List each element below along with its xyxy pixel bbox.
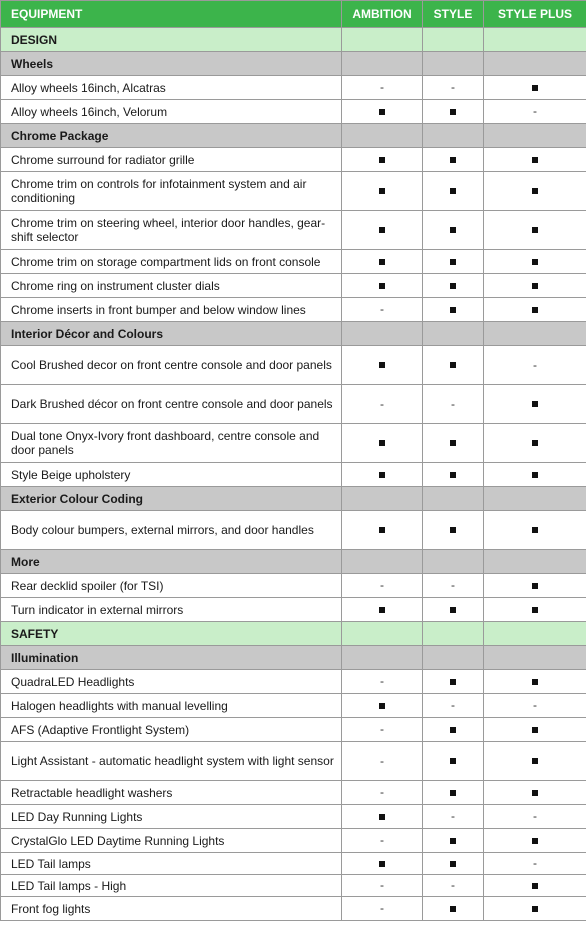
table-row bbox=[1, 385, 586, 424]
style-value bbox=[423, 148, 484, 172]
style-plus-value bbox=[484, 172, 586, 211]
included-square-icon bbox=[532, 527, 538, 533]
style-plus-value bbox=[484, 424, 586, 463]
group-row bbox=[1, 487, 586, 511]
included-square-icon bbox=[379, 362, 385, 368]
style-plus-value bbox=[484, 670, 586, 694]
included-square-icon bbox=[450, 157, 456, 163]
not-available-dash: - bbox=[380, 674, 384, 688]
table-row bbox=[1, 718, 586, 742]
included-square-icon bbox=[532, 906, 538, 912]
included-square-icon bbox=[450, 259, 456, 265]
included-square-icon bbox=[532, 758, 538, 764]
empty-cell bbox=[423, 646, 484, 670]
style-value bbox=[423, 897, 484, 921]
ambition-value bbox=[342, 598, 423, 622]
ambition-value bbox=[342, 274, 423, 298]
feature-label: Chrome trim on controls for infotainment system and air conditioning bbox=[1, 172, 342, 211]
not-available-dash: - bbox=[380, 302, 384, 316]
ambition-value bbox=[342, 742, 423, 781]
style-plus-value bbox=[484, 875, 586, 897]
feature-label: Chrome ring on instrument cluster dials bbox=[1, 274, 342, 298]
empty-cell bbox=[423, 550, 484, 574]
included-square-icon bbox=[450, 440, 456, 446]
not-available-dash: - bbox=[380, 396, 384, 411]
feature-label: LED Tail lamps - High bbox=[1, 875, 342, 897]
not-available-dash: - bbox=[380, 833, 384, 847]
ambition-value bbox=[342, 853, 423, 875]
not-available-dash: - bbox=[533, 104, 537, 118]
not-available-dash: - bbox=[380, 785, 384, 799]
empty-cell bbox=[342, 646, 423, 670]
empty-cell bbox=[484, 646, 586, 670]
feature-label: Retractable headlight washers bbox=[1, 781, 342, 805]
style-value bbox=[423, 805, 484, 829]
included-square-icon bbox=[532, 157, 538, 163]
included-square-icon bbox=[532, 85, 538, 91]
ambition-value bbox=[342, 694, 423, 718]
feature-label: Chrome inserts in front bumper and below window lines bbox=[1, 298, 342, 322]
style-plus-value bbox=[484, 250, 586, 274]
included-square-icon bbox=[532, 440, 538, 446]
included-square-icon bbox=[532, 283, 538, 289]
included-square-icon bbox=[450, 109, 456, 115]
not-available-dash: - bbox=[451, 878, 455, 892]
style-plus-value bbox=[484, 897, 586, 921]
style-plus-value bbox=[484, 346, 586, 385]
table-row bbox=[1, 424, 586, 463]
table-row bbox=[1, 781, 586, 805]
table-row bbox=[1, 829, 586, 853]
included-square-icon bbox=[532, 790, 538, 796]
included-square-icon bbox=[532, 679, 538, 685]
included-square-icon bbox=[379, 472, 385, 478]
ambition-value bbox=[342, 574, 423, 598]
feature-label: Turn indicator in external mirrors bbox=[1, 598, 342, 622]
ambition-value bbox=[342, 346, 423, 385]
style-value bbox=[423, 385, 484, 424]
style-value bbox=[423, 424, 484, 463]
ambition-value bbox=[342, 250, 423, 274]
feature-label: Front fog lights bbox=[1, 897, 342, 921]
included-square-icon bbox=[532, 727, 538, 733]
style-plus-value bbox=[484, 694, 586, 718]
style-value bbox=[423, 100, 484, 124]
style-value bbox=[423, 76, 484, 100]
empty-cell bbox=[423, 28, 484, 52]
included-square-icon bbox=[450, 227, 456, 233]
style-plus-value bbox=[484, 853, 586, 875]
style-value bbox=[423, 694, 484, 718]
included-square-icon bbox=[450, 362, 456, 368]
style-value bbox=[423, 250, 484, 274]
table-row bbox=[1, 805, 586, 829]
style-plus-value bbox=[484, 274, 586, 298]
group-label: Wheels bbox=[1, 52, 342, 76]
feature-label: Body colour bumpers, external mirrors, and door handles bbox=[1, 511, 342, 550]
empty-cell bbox=[484, 322, 586, 346]
ambition-value bbox=[342, 829, 423, 853]
empty-cell bbox=[342, 28, 423, 52]
not-available-dash: - bbox=[380, 901, 384, 915]
included-square-icon bbox=[532, 607, 538, 613]
table-row bbox=[1, 346, 586, 385]
empty-cell bbox=[423, 487, 484, 511]
style-plus-value bbox=[484, 829, 586, 853]
included-square-icon bbox=[450, 790, 456, 796]
not-available-dash: - bbox=[533, 357, 537, 372]
feature-label: Chrome trim on storage compartment lids on front console bbox=[1, 250, 342, 274]
not-available-dash: - bbox=[451, 698, 455, 712]
not-available-dash: - bbox=[380, 722, 384, 736]
style-plus-value bbox=[484, 742, 586, 781]
style-plus-value bbox=[484, 781, 586, 805]
feature-label: CrystalGlo LED Daytime Running Lights bbox=[1, 829, 342, 853]
not-available-dash: - bbox=[533, 856, 537, 870]
style-value bbox=[423, 718, 484, 742]
ambition-value bbox=[342, 511, 423, 550]
table-row bbox=[1, 511, 586, 550]
section-label: DESIGN bbox=[1, 28, 342, 52]
included-square-icon bbox=[450, 307, 456, 313]
table-row bbox=[1, 875, 586, 897]
style-value bbox=[423, 298, 484, 322]
included-square-icon bbox=[379, 227, 385, 233]
ambition-value bbox=[342, 805, 423, 829]
style-plus-value bbox=[484, 385, 586, 424]
included-square-icon bbox=[379, 703, 385, 709]
ambition-value bbox=[342, 670, 423, 694]
empty-cell bbox=[484, 487, 586, 511]
section-row bbox=[1, 622, 586, 646]
group-row bbox=[1, 322, 586, 346]
group-row bbox=[1, 52, 586, 76]
table-body bbox=[1, 28, 586, 921]
style-value bbox=[423, 172, 484, 211]
ambition-value bbox=[342, 424, 423, 463]
table-row bbox=[1, 574, 586, 598]
feature-label: Dark Brushed décor on front centre console and door panels bbox=[1, 385, 342, 424]
included-square-icon bbox=[532, 259, 538, 265]
included-square-icon bbox=[450, 472, 456, 478]
included-square-icon bbox=[532, 583, 538, 589]
ambition-value bbox=[342, 897, 423, 921]
style-plus-value bbox=[484, 574, 586, 598]
style-value bbox=[423, 742, 484, 781]
section-label: SAFETY bbox=[1, 622, 342, 646]
style-plus-value bbox=[484, 805, 586, 829]
not-available-dash: - bbox=[451, 578, 455, 592]
header-style-plus: STYLE PLUS bbox=[484, 1, 586, 28]
empty-cell bbox=[342, 622, 423, 646]
ambition-value bbox=[342, 100, 423, 124]
style-plus-value bbox=[484, 76, 586, 100]
not-available-dash: - bbox=[451, 396, 455, 411]
table-row bbox=[1, 76, 586, 100]
not-available-dash: - bbox=[533, 809, 537, 823]
not-available-dash: - bbox=[380, 878, 384, 892]
feature-label: Alloy wheels 16inch, Alcatras bbox=[1, 76, 342, 100]
empty-cell bbox=[484, 52, 586, 76]
feature-label: Rear decklid spoiler (for TSI) bbox=[1, 574, 342, 598]
included-square-icon bbox=[532, 472, 538, 478]
ambition-value bbox=[342, 718, 423, 742]
included-square-icon bbox=[379, 440, 385, 446]
included-square-icon bbox=[450, 188, 456, 194]
style-value bbox=[423, 511, 484, 550]
style-plus-value bbox=[484, 298, 586, 322]
ambition-value bbox=[342, 172, 423, 211]
included-square-icon bbox=[532, 401, 538, 407]
empty-cell bbox=[342, 124, 423, 148]
empty-cell bbox=[423, 322, 484, 346]
empty-cell bbox=[342, 487, 423, 511]
empty-cell bbox=[484, 622, 586, 646]
group-row bbox=[1, 124, 586, 148]
feature-label: QuadraLED Headlights bbox=[1, 670, 342, 694]
style-value bbox=[423, 781, 484, 805]
table-row bbox=[1, 211, 586, 250]
table-row bbox=[1, 598, 586, 622]
style-value bbox=[423, 598, 484, 622]
included-square-icon bbox=[450, 679, 456, 685]
included-square-icon bbox=[379, 157, 385, 163]
feature-label: Cool Brushed decor on front centre console and door panels bbox=[1, 346, 342, 385]
not-available-dash: - bbox=[380, 753, 384, 768]
header-ambition: AMBITION bbox=[342, 1, 423, 28]
style-value bbox=[423, 853, 484, 875]
included-square-icon bbox=[450, 607, 456, 613]
header-style: STYLE bbox=[423, 1, 484, 28]
not-available-dash: - bbox=[451, 80, 455, 94]
included-square-icon bbox=[379, 283, 385, 289]
empty-cell bbox=[423, 52, 484, 76]
group-row bbox=[1, 646, 586, 670]
included-square-icon bbox=[379, 527, 385, 533]
table-row bbox=[1, 172, 586, 211]
table-row bbox=[1, 694, 586, 718]
included-square-icon bbox=[379, 814, 385, 820]
style-value bbox=[423, 574, 484, 598]
feature-label: Halogen headlights with manual levelling bbox=[1, 694, 342, 718]
ambition-value bbox=[342, 875, 423, 897]
feature-label: LED Tail lamps bbox=[1, 853, 342, 875]
empty-cell bbox=[484, 28, 586, 52]
table-row bbox=[1, 463, 586, 487]
table-row bbox=[1, 897, 586, 921]
empty-cell bbox=[423, 124, 484, 148]
ambition-value bbox=[342, 211, 423, 250]
included-square-icon bbox=[532, 883, 538, 889]
section-row bbox=[1, 28, 586, 52]
ambition-value bbox=[342, 463, 423, 487]
style-value bbox=[423, 274, 484, 298]
empty-cell bbox=[423, 622, 484, 646]
style-plus-value bbox=[484, 463, 586, 487]
style-plus-value bbox=[484, 598, 586, 622]
group-label: Interior Décor and Colours bbox=[1, 322, 342, 346]
group-row bbox=[1, 550, 586, 574]
table-row bbox=[1, 100, 586, 124]
group-label: Illumination bbox=[1, 646, 342, 670]
style-plus-value bbox=[484, 148, 586, 172]
empty-cell bbox=[484, 124, 586, 148]
table-row bbox=[1, 274, 586, 298]
empty-cell bbox=[484, 550, 586, 574]
feature-label: Chrome surround for radiator grille bbox=[1, 148, 342, 172]
feature-label: Chrome trim on steering wheel, interior door handles, gear-shift selector bbox=[1, 211, 342, 250]
style-value bbox=[423, 211, 484, 250]
empty-cell bbox=[342, 322, 423, 346]
included-square-icon bbox=[450, 758, 456, 764]
feature-label: Style Beige upholstery bbox=[1, 463, 342, 487]
not-available-dash: - bbox=[451, 809, 455, 823]
ambition-value bbox=[342, 298, 423, 322]
table-row bbox=[1, 742, 586, 781]
style-plus-value bbox=[484, 100, 586, 124]
style-value bbox=[423, 346, 484, 385]
included-square-icon bbox=[379, 188, 385, 194]
feature-label: AFS (Adaptive Frontlight System) bbox=[1, 718, 342, 742]
ambition-value bbox=[342, 76, 423, 100]
ambition-value bbox=[342, 148, 423, 172]
included-square-icon bbox=[379, 109, 385, 115]
style-plus-value bbox=[484, 211, 586, 250]
ambition-value bbox=[342, 781, 423, 805]
feature-label: Alloy wheels 16inch, Velorum bbox=[1, 100, 342, 124]
included-square-icon bbox=[379, 607, 385, 613]
included-square-icon bbox=[379, 861, 385, 867]
not-available-dash: - bbox=[380, 578, 384, 592]
empty-cell bbox=[342, 52, 423, 76]
included-square-icon bbox=[450, 838, 456, 844]
header-equipment: EQUIPMENT bbox=[1, 1, 342, 28]
included-square-icon bbox=[450, 727, 456, 733]
not-available-dash: - bbox=[533, 698, 537, 712]
included-square-icon bbox=[450, 283, 456, 289]
included-square-icon bbox=[532, 188, 538, 194]
included-square-icon bbox=[450, 861, 456, 867]
table-row bbox=[1, 298, 586, 322]
empty-cell bbox=[342, 550, 423, 574]
included-square-icon bbox=[532, 307, 538, 313]
feature-label: Light Assistant - automatic headlight system with light sensor bbox=[1, 742, 342, 781]
group-label: More bbox=[1, 550, 342, 574]
style-value bbox=[423, 670, 484, 694]
style-value bbox=[423, 875, 484, 897]
table-row bbox=[1, 250, 586, 274]
group-label: Chrome Package bbox=[1, 124, 342, 148]
included-square-icon bbox=[532, 227, 538, 233]
table-row bbox=[1, 853, 586, 875]
included-square-icon bbox=[450, 906, 456, 912]
ambition-value bbox=[342, 385, 423, 424]
table-row bbox=[1, 148, 586, 172]
table-row bbox=[1, 670, 586, 694]
table-header-row bbox=[1, 1, 586, 28]
included-square-icon bbox=[532, 838, 538, 844]
style-value bbox=[423, 829, 484, 853]
not-available-dash: - bbox=[380, 80, 384, 94]
feature-label: Dual tone Onyx-Ivory front dashboard, centre console and door panels bbox=[1, 424, 342, 463]
group-label: Exterior Colour Coding bbox=[1, 487, 342, 511]
style-plus-value bbox=[484, 718, 586, 742]
included-square-icon bbox=[379, 259, 385, 265]
style-value bbox=[423, 463, 484, 487]
feature-label: LED Day Running Lights bbox=[1, 805, 342, 829]
included-square-icon bbox=[450, 527, 456, 533]
style-plus-value bbox=[484, 511, 586, 550]
